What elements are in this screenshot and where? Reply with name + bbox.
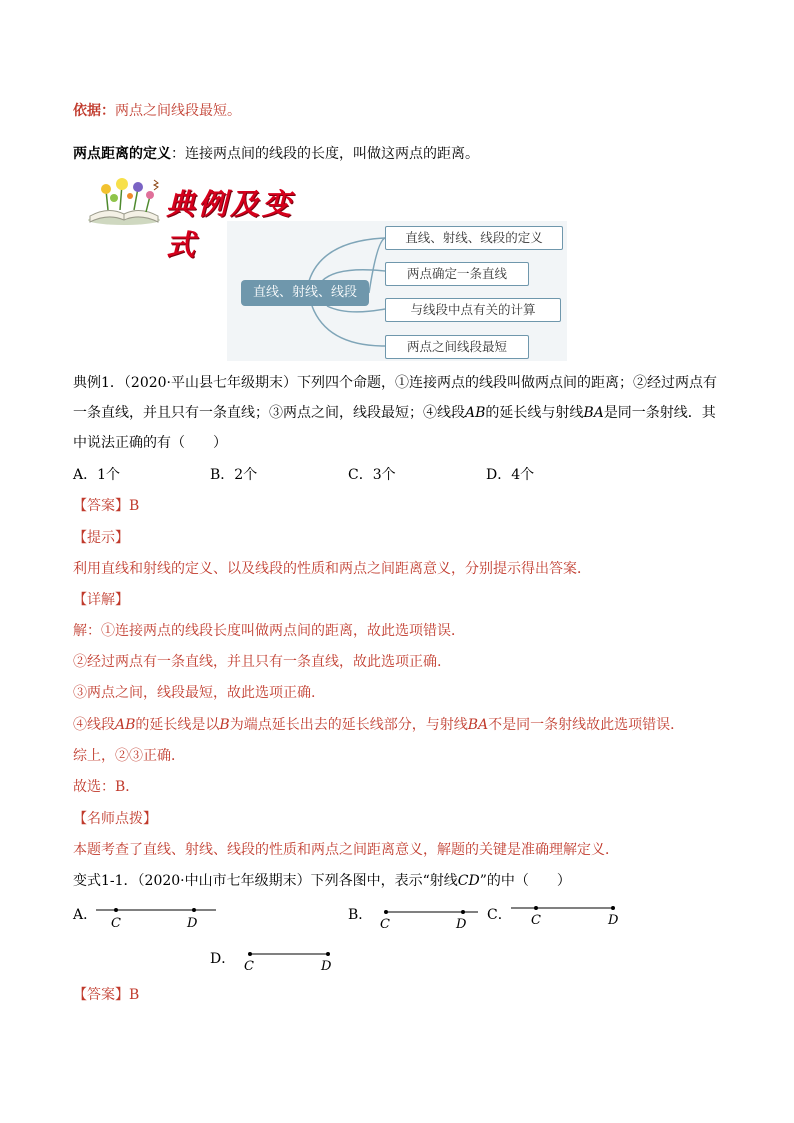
definition-text: ：连接两点间的线段的长度，叫做这两点的距离。 (171, 146, 479, 162)
figure-c (508, 898, 623, 930)
point-d-label: D (456, 917, 467, 932)
example1-line3: 中说法正确的有（ ） (73, 435, 227, 451)
mind-map-leaf: 两点之间线段最短 (385, 335, 529, 359)
detail-line4: ④线段AB的延长线是以B为端点延长出去的延长线部分，与射线BA不是同一条射线故此选项错误． (73, 717, 685, 733)
answer2-line (73, 986, 139, 1004)
option-b: B．2个 (210, 467, 258, 483)
option-d: D．4个 (486, 467, 535, 483)
basis-text: 两点之间线段最短。 (115, 103, 241, 119)
variant-option-d: D． (210, 951, 236, 967)
basis-label: 依据： (73, 103, 115, 119)
figure-a (94, 900, 219, 932)
ray-ba: BA (583, 405, 604, 421)
teacher-label: 【名师点拨】 (73, 811, 157, 827)
answer1-label: 【答案】 (73, 498, 129, 514)
definition-label: 两点距离的定义 (73, 146, 171, 162)
book-flowers-icon (86, 176, 166, 226)
detail-line3: ③两点之间，线段最短，故此选项正确. (73, 685, 316, 701)
figure-d (240, 945, 340, 977)
mind-map-leaf: 直线、射线、线段的定义 (385, 226, 563, 250)
answer2-value: B (129, 987, 140, 1003)
answer1-value: B (129, 498, 140, 514)
variant-option-b: B． (348, 907, 373, 923)
hint-text: 利用直线和射线的定义、以及线段的性质和两点之间距离意义，分别提示得出答案． (73, 561, 591, 577)
variant-option-c: C． (487, 907, 512, 923)
point-d-label: D (321, 959, 332, 974)
detail-line2: ②经过两点有一条直线，并且只有一条直线，故此选项正确. (73, 654, 442, 670)
mind-map-leaf: 与线段中点有关的计算 (385, 298, 561, 322)
example1-line1: 典例1．（2020·平山县七年级期末）下列四个命题，①连接两点的线段叫做两点间的距离；②经过两点有 (73, 375, 717, 391)
mind-map-leaf: 两点确定一条直线 (385, 262, 529, 286)
definition-line (73, 145, 479, 163)
detail-line6: 故选：B． (73, 779, 140, 795)
point-c-label: C (244, 959, 254, 974)
variant-option-a: A． (73, 907, 98, 923)
mind-map-root: 直线、射线、线段 (241, 280, 369, 306)
detail-line1: 解：①连接两点的线段长度叫做两点间的距离，故此选项错误． (73, 623, 465, 639)
figure-b (376, 900, 486, 932)
detail-line5: 综上，②③正确． (73, 748, 185, 764)
example1-line2: 一条直线，并且只有一条直线；③两点之间，线段最短；④线段AB的延长线与射线BA是同一条射线．其 (73, 405, 716, 421)
answer2-label: 【答案】 (73, 987, 129, 1003)
variant-question: 变式1-1．（2020·中山市七年级期末）下列各图中，表示“射线CD”的中（ ） (73, 873, 571, 889)
point-d-label: D (608, 913, 619, 928)
detail-label: 【详解】 (73, 592, 129, 608)
option-c: C．3个 (348, 467, 396, 483)
point-d-label: D (187, 916, 198, 931)
basis-line (73, 102, 241, 120)
point-c-label: C (531, 913, 541, 928)
option-a: A．1个 (73, 467, 121, 483)
point-c-label: C (111, 916, 121, 931)
hint-label: 【提示】 (73, 530, 129, 546)
section-banner (86, 176, 316, 262)
point-c-label: C (380, 917, 390, 932)
teacher-text: 本题考查了直线、射线、线段的性质和两点之间距离意义，解题的关键是准确理解定义． (73, 842, 619, 858)
segment-ab: AB (465, 405, 486, 421)
mind-map (227, 221, 567, 361)
answer1-line (73, 497, 139, 515)
banner-title: 典例及变式 (166, 187, 295, 262)
